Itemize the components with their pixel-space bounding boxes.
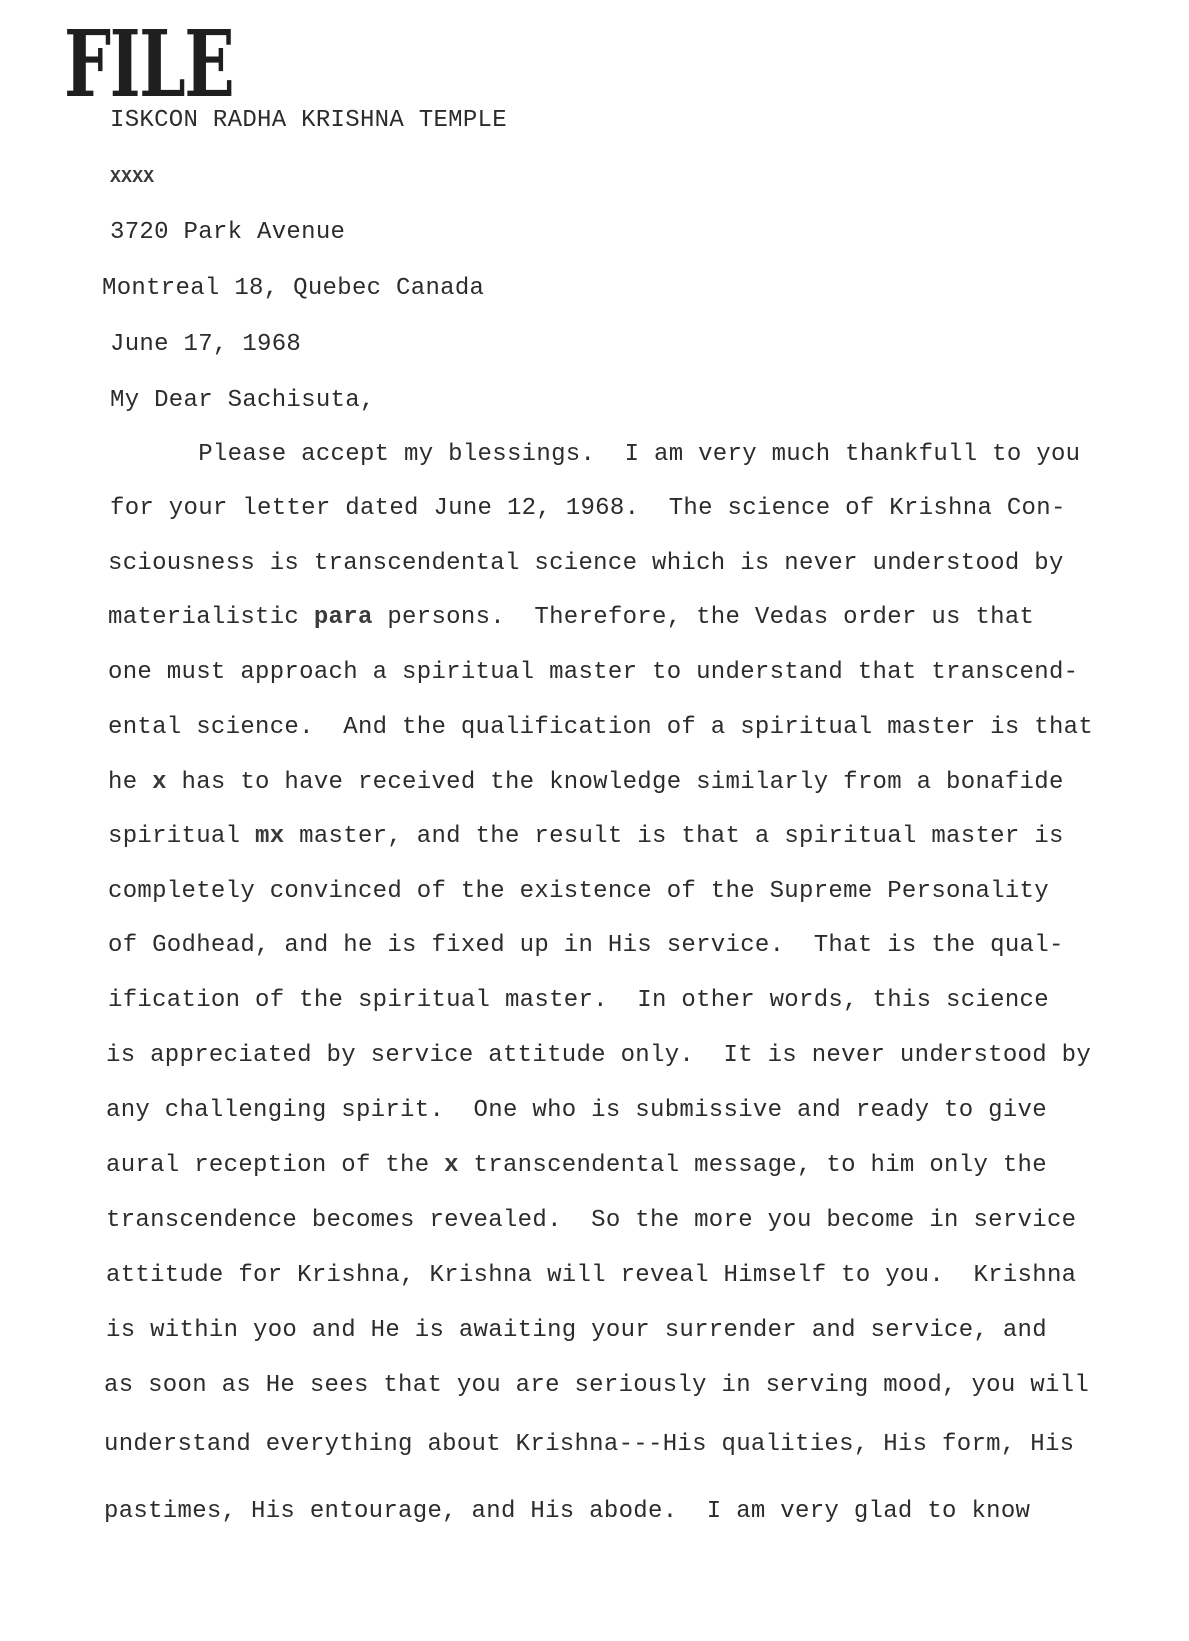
body-line-18: as soon as He sees that you are seriously in serving mood, you will (104, 1372, 1090, 1399)
body-line-19: understand everything about Krishna---His qualities, His form, His (104, 1431, 1075, 1458)
body-line-3: sciousness is transcendental science which is never understood by (108, 550, 1064, 577)
struck-word: para (313, 604, 373, 631)
letterhead-city: Montreal 18, Quebec Canada (102, 275, 485, 302)
body-line-5: one must approach a spiritual master to understand that transcend- (108, 659, 1079, 686)
letter-date: June 17, 1968 (110, 331, 302, 358)
struck-letter: x (152, 769, 167, 796)
body-line-8: spiritual mx master, and the result is that a spiritual master is (108, 823, 1064, 850)
body-line-4: materialistic para persons. Therefore, the Vedas order us that (108, 604, 1035, 631)
struck-letters: mx (255, 823, 285, 850)
body-line-9: completely convinced of the existence of the Supreme Personality (108, 878, 1049, 905)
body-line-11: ification of the spiritual master. In other words, this science (108, 987, 1049, 1014)
body-line-1: Please accept my blessings. I am very much thankfull to you (110, 441, 1081, 468)
struck-text: XXXX (110, 168, 155, 188)
struck-letter: x (444, 1152, 459, 1179)
body-line-2: for your letter dated June 12, 1968. The science of Krishna Con- (110, 495, 1066, 522)
body-line-14: aural reception of the x transcendental message, to him only the (106, 1152, 1047, 1179)
body-line-12: is appreciated by service attitude only. It is never understood by (106, 1042, 1092, 1069)
file-stamp: FILE (64, 10, 234, 118)
letterhead-org: ISKCON RADHA KRISHNA TEMPLE (110, 107, 507, 134)
body-line-17: is within yoo and He is awaiting your surrender and service, and (106, 1317, 1047, 1344)
body-line-20: pastimes, His entourage, and His abode. I am very glad to know (104, 1498, 1031, 1525)
body-line-10: of Godhead, and he is fixed up in His service. That is the qual- (108, 932, 1064, 959)
salutation: My Dear Sachisuta, (110, 387, 375, 414)
letterhead-street: 3720 Park Avenue (110, 219, 346, 246)
body-line-13: any challenging spirit. One who is submissive and ready to give (106, 1097, 1047, 1124)
body-line-7: he x has to have received the knowledge similarly from a bonafide (108, 769, 1064, 796)
body-line-15: transcendence becomes revealed. So the more you become in service (106, 1207, 1077, 1234)
body-line-6: ental science. And the qualification of a spiritual master is that (108, 714, 1094, 741)
body-line-16: attitude for Krishna, Krishna will reveal Himself to you. Krishna (106, 1262, 1077, 1289)
